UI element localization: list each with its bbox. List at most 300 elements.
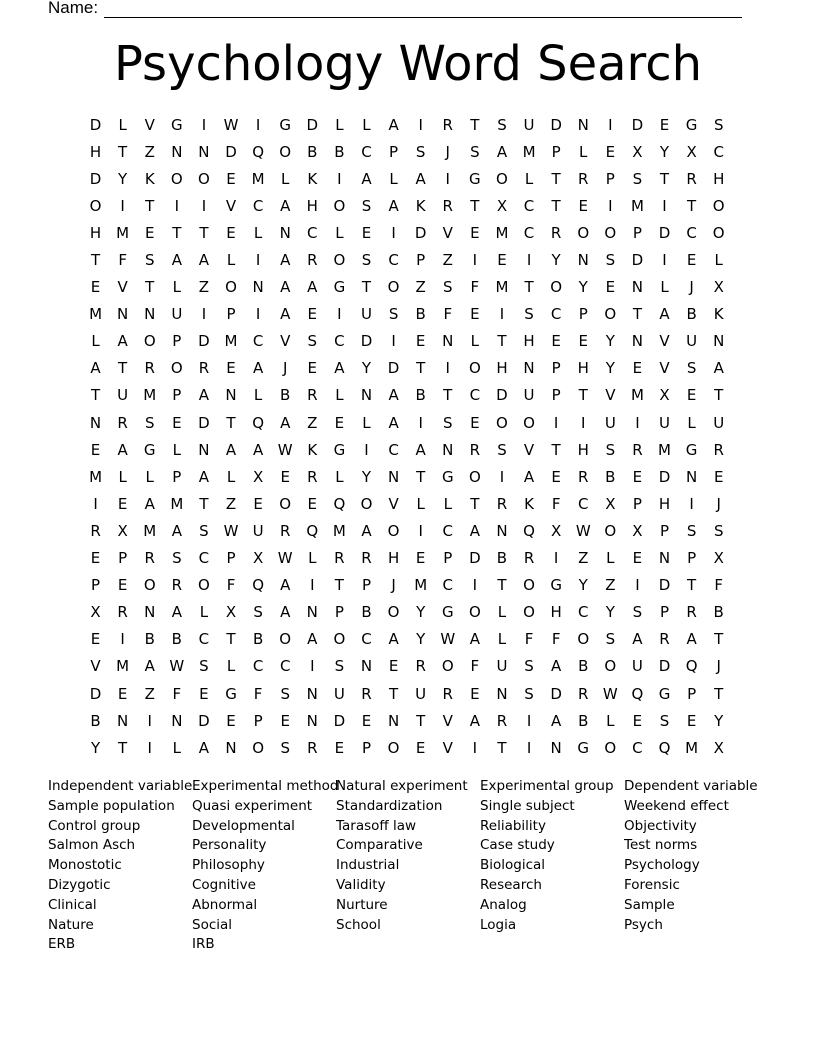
grid-letter[interactable]: G [171, 115, 183, 134]
grid-letter[interactable]: C [686, 223, 697, 242]
grid-letter[interactable]: E [253, 494, 263, 513]
grid-letter[interactable]: U [171, 305, 183, 324]
grid-letter[interactable]: D [658, 467, 671, 486]
grid-letter[interactable]: T [497, 738, 507, 757]
grid-letter[interactable]: Q [333, 494, 346, 513]
grid-letter[interactable]: I [147, 738, 152, 757]
grid-letter[interactable]: P [687, 549, 697, 568]
grid-letter[interactable]: R [523, 549, 535, 568]
grid-letter[interactable]: A [307, 278, 318, 297]
grid-letter[interactable]: R [144, 549, 155, 568]
grid-letter[interactable]: J [282, 359, 288, 378]
grid-letter[interactable]: H [658, 494, 671, 513]
grid-letter[interactable]: T [714, 630, 724, 649]
grid-letter[interactable]: T [714, 386, 724, 405]
grid-letter[interactable]: O [225, 278, 237, 297]
grid-letter[interactable]: C [442, 521, 453, 540]
grid-letter[interactable]: Q [658, 738, 671, 757]
grid-letter[interactable]: F [226, 576, 236, 595]
grid-letter[interactable]: N [198, 440, 210, 459]
grid-letter[interactable]: C [361, 630, 372, 649]
grid-letter[interactable]: K [524, 494, 534, 513]
grid-letter[interactable]: E [226, 711, 236, 730]
grid-letter[interactable]: V [90, 657, 101, 676]
grid-letter[interactable]: S [253, 603, 263, 622]
grid-letter[interactable]: I [418, 413, 423, 432]
grid-letter[interactable]: R [496, 494, 508, 513]
grid-letter[interactable]: E [551, 467, 561, 486]
grid-letter[interactable]: I [120, 630, 125, 649]
grid-letter[interactable]: I [364, 440, 369, 459]
grid-letter[interactable]: W [223, 115, 239, 134]
grid-letter[interactable]: E [90, 630, 101, 649]
grid-letter[interactable]: L [335, 386, 344, 405]
grid-letter[interactable]: R [198, 359, 210, 378]
grid-letter[interactable]: O [198, 576, 210, 595]
grid-letter[interactable]: S [524, 657, 534, 676]
grid-letter[interactable]: C [252, 657, 264, 676]
grid-letter[interactable]: G [658, 684, 671, 703]
grid-letter[interactable]: R [578, 467, 589, 486]
grid-letter[interactable]: E [90, 278, 101, 297]
grid-letter[interactable]: K [307, 440, 318, 459]
grid-letter[interactable]: P [659, 603, 670, 622]
grid-letter[interactable]: A [388, 630, 399, 649]
grid-letter[interactable]: S [524, 305, 534, 324]
grid-letter[interactable]: E [470, 223, 480, 242]
grid-letter[interactable]: I [93, 494, 98, 513]
grid-letter[interactable]: U [604, 413, 616, 432]
grid-letter[interactable]: B [361, 603, 372, 622]
grid-letter[interactable]: S [361, 196, 372, 215]
grid-letter[interactable]: M [685, 738, 699, 757]
grid-letter[interactable]: C [469, 386, 481, 405]
grid-letter[interactable]: P [578, 305, 588, 324]
grid-letter[interactable]: E [226, 359, 236, 378]
grid-letter[interactable]: I [255, 115, 261, 134]
grid-letter[interactable]: L [335, 115, 344, 134]
grid-letter[interactable]: E [307, 305, 318, 324]
grid-letter[interactable]: C [252, 196, 264, 215]
grid-letter[interactable]: Y [416, 630, 426, 649]
grid-letter[interactable]: S [280, 684, 290, 703]
grid-letter[interactable]: I [526, 738, 532, 757]
grid-letter[interactable]: T [470, 494, 480, 513]
grid-letter[interactable]: A [280, 576, 291, 595]
grid-letter[interactable]: N [713, 332, 725, 351]
grid-letter[interactable]: S [713, 521, 724, 540]
grid-letter[interactable]: B [415, 305, 426, 324]
grid-letter[interactable]: T [118, 359, 128, 378]
grid-letter[interactable]: R [632, 440, 643, 459]
grid-letter[interactable]: O [441, 657, 454, 676]
grid-letter[interactable]: L [226, 467, 236, 486]
grid-letter[interactable]: M [89, 467, 103, 486]
grid-letter[interactable]: S [361, 251, 372, 270]
grid-letter[interactable]: A [90, 359, 101, 378]
grid-letter[interactable]: R [442, 196, 453, 215]
grid-letter[interactable]: S [388, 305, 399, 324]
grid-letter[interactable]: A [307, 630, 318, 649]
grid-letter[interactable]: Y [90, 738, 101, 757]
grid-letter[interactable]: D [631, 251, 644, 270]
grid-letter[interactable]: G [279, 115, 292, 134]
grid-letter[interactable]: N [117, 711, 129, 730]
grid-letter[interactable]: R [659, 630, 670, 649]
grid-letter[interactable]: Q [523, 521, 535, 540]
grid-letter[interactable]: V [442, 738, 453, 757]
grid-letter[interactable]: N [225, 738, 237, 757]
grid-letter[interactable]: S [144, 251, 155, 270]
grid-letter[interactable]: E [470, 305, 480, 324]
grid-letter[interactable]: K [307, 169, 318, 188]
grid-letter[interactable]: N [306, 684, 318, 703]
grid-letter[interactable]: I [581, 413, 586, 432]
grid-letter[interactable]: B [415, 386, 426, 405]
grid-letter[interactable]: N [252, 278, 264, 297]
grid-letter[interactable]: O [604, 738, 617, 757]
grid-letter[interactable]: E [90, 440, 101, 459]
grid-letter[interactable]: D [658, 576, 671, 595]
grid-letter[interactable]: I [310, 576, 315, 595]
grid-letter[interactable]: L [443, 494, 452, 513]
grid-letter[interactable]: P [91, 576, 101, 595]
grid-letter[interactable]: I [526, 711, 532, 730]
grid-letter[interactable]: R [415, 657, 426, 676]
grid-letter[interactable]: Y [605, 332, 615, 351]
grid-letter[interactable]: N [387, 467, 400, 486]
grid-letter[interactable]: I [472, 251, 478, 270]
grid-letter[interactable]: L [660, 278, 669, 297]
grid-letter[interactable]: A [280, 196, 291, 215]
grid-letter[interactable]: L [91, 332, 100, 351]
grid-letter[interactable]: H [89, 223, 102, 242]
grid-letter[interactable]: N [442, 332, 454, 351]
grid-letter[interactable]: O [523, 603, 535, 622]
grid-letter[interactable]: A [280, 251, 291, 270]
grid-letter[interactable]: J [716, 657, 721, 676]
grid-letter[interactable]: G [143, 440, 156, 459]
grid-letter[interactable]: R [469, 440, 481, 459]
grid-letter[interactable]: U [686, 332, 698, 351]
grid-letter[interactable]: E [144, 223, 155, 242]
grid-letter[interactable]: Y [416, 603, 426, 622]
grid-letter[interactable]: S [632, 169, 643, 188]
grid-letter[interactable]: R [442, 684, 453, 703]
grid-letter[interactable]: L [281, 169, 290, 188]
grid-letter[interactable]: T [497, 332, 507, 351]
grid-letter[interactable]: V [605, 386, 616, 405]
grid-letter[interactable]: D [89, 115, 102, 134]
grid-letter[interactable]: O [387, 521, 400, 540]
grid-letter[interactable]: C [632, 738, 643, 757]
grid-letter[interactable]: C [713, 142, 724, 161]
grid-letter[interactable]: U [360, 305, 372, 324]
grid-letter[interactable]: N [442, 440, 454, 459]
grid-letter[interactable]: T [118, 142, 128, 161]
grid-letter[interactable]: G [577, 738, 590, 757]
grid-letter[interactable]: D [550, 684, 562, 703]
grid-letter[interactable]: O [143, 576, 156, 595]
grid-letter[interactable]: T [334, 576, 344, 595]
grid-letter[interactable]: S [605, 440, 616, 459]
grid-letter[interactable]: E [90, 549, 101, 568]
grid-letter[interactable]: X [90, 603, 101, 622]
grid-letter[interactable]: V [280, 332, 291, 351]
grid-letter[interactable]: S [199, 657, 209, 676]
grid-letter[interactable]: I [553, 549, 559, 568]
grid-letter[interactable]: P [632, 494, 642, 513]
grid-letter[interactable]: S [307, 332, 318, 351]
grid-letter[interactable]: I [201, 305, 207, 324]
grid-letter[interactable]: A [225, 440, 237, 459]
grid-letter[interactable]: O [198, 169, 210, 188]
grid-letter[interactable]: E [280, 711, 290, 730]
grid-letter[interactable]: D [387, 359, 400, 378]
grid-letter[interactable]: E [415, 332, 426, 351]
grid-letter[interactable]: S [470, 142, 480, 161]
grid-letter[interactable]: W [169, 657, 185, 676]
grid-letter[interactable]: C [307, 223, 318, 242]
grid-letter[interactable]: L [416, 494, 425, 513]
grid-letter[interactable]: A [388, 386, 399, 405]
grid-letter[interactable]: Y [578, 576, 588, 595]
grid-letter[interactable]: G [333, 440, 346, 459]
grid-letter[interactable]: R [442, 115, 453, 134]
grid-letter[interactable]: L [362, 115, 371, 134]
grid-letter[interactable]: T [714, 684, 724, 703]
grid-letter[interactable]: Z [225, 494, 237, 513]
grid-letter[interactable]: B [171, 630, 182, 649]
grid-letter[interactable]: X [632, 142, 643, 161]
grid-letter[interactable]: T [578, 386, 588, 405]
grid-letter[interactable]: T [388, 684, 399, 703]
grid-letter[interactable]: A [361, 169, 372, 188]
grid-letter[interactable]: A [632, 630, 643, 649]
grid-letter[interactable]: I [499, 305, 505, 324]
grid-letter[interactable]: L [389, 169, 398, 188]
grid-letter[interactable]: O [170, 359, 183, 378]
grid-letter[interactable]: P [443, 549, 453, 568]
grid-letter[interactable]: H [577, 440, 589, 459]
grid-letter[interactable]: Y [605, 359, 615, 378]
grid-letter[interactable]: E [415, 738, 426, 757]
grid-letter[interactable]: L [118, 467, 127, 486]
grid-letter[interactable]: B [686, 305, 697, 324]
grid-letter[interactable]: O [143, 332, 156, 351]
grid-letter[interactable]: D [658, 223, 671, 242]
grid-letter[interactable]: W [440, 630, 456, 649]
grid-letter[interactable]: L [226, 251, 236, 270]
grid-letter[interactable]: B [496, 549, 508, 568]
grid-letter[interactable]: R [117, 603, 128, 622]
grid-letter[interactable]: E [388, 657, 399, 676]
grid-letter[interactable]: H [550, 603, 562, 622]
grid-letter[interactable]: H [523, 332, 535, 351]
grid-letter[interactable]: W [223, 521, 239, 540]
grid-letter[interactable]: F [118, 251, 127, 270]
grid-letter[interactable]: P [551, 386, 561, 405]
grid-letter[interactable]: P [632, 223, 642, 242]
grid-letter[interactable]: L [497, 603, 507, 622]
grid-letter[interactable]: L [714, 251, 723, 270]
grid-letter[interactable]: C [334, 332, 345, 351]
grid-letter[interactable]: T [551, 440, 561, 459]
grid-letter[interactable]: N [496, 521, 508, 540]
grid-letter[interactable]: S [443, 278, 453, 297]
grid-letter[interactable]: X [496, 196, 508, 215]
grid-letter[interactable]: C [550, 305, 562, 324]
grid-letter[interactable]: T [416, 359, 426, 378]
grid-letter[interactable]: O [550, 278, 563, 297]
grid-letter[interactable]: T [90, 386, 101, 405]
grid-letter[interactable]: B [307, 142, 318, 161]
grid-letter[interactable]: O [468, 467, 481, 486]
grid-letter[interactable]: E [361, 223, 372, 242]
grid-letter[interactable]: Q [252, 576, 265, 595]
grid-letter[interactable]: X [632, 521, 643, 540]
grid-letter[interactable]: G [685, 115, 698, 134]
grid-letter[interactable]: A [659, 305, 670, 324]
grid-letter[interactable]: U [333, 684, 345, 703]
grid-letter[interactable]: V [144, 115, 155, 134]
grid-letter[interactable]: E [415, 549, 426, 568]
grid-letter[interactable]: M [332, 521, 346, 540]
grid-letter[interactable]: N [171, 711, 183, 730]
grid-letter[interactable]: V [659, 359, 670, 378]
grid-letter[interactable]: P [361, 576, 371, 595]
grid-letter[interactable]: R [361, 684, 372, 703]
grid-letter[interactable]: S [497, 115, 507, 134]
grid-letter[interactable]: A [496, 142, 508, 161]
grid-letter[interactable]: O [496, 169, 508, 188]
grid-letter[interactable]: B [605, 467, 616, 486]
grid-letter[interactable]: T [226, 630, 236, 649]
grid-letter[interactable]: V [225, 196, 237, 215]
grid-letter[interactable]: N [658, 549, 671, 568]
grid-letter[interactable]: O [387, 738, 400, 757]
grid-letter[interactable]: P [659, 521, 670, 540]
grid-letter[interactable]: X [117, 521, 128, 540]
grid-letter[interactable]: C [361, 142, 372, 161]
grid-letter[interactable]: F [470, 278, 480, 297]
grid-letter[interactable]: O [523, 413, 535, 432]
grid-letter[interactable]: O [712, 223, 725, 242]
grid-letter[interactable]: E [470, 684, 480, 703]
grid-letter[interactable]: R [117, 413, 128, 432]
grid-letter[interactable]: B [334, 142, 345, 161]
grid-letter[interactable]: I [635, 576, 640, 595]
grid-letter[interactable]: B [280, 386, 291, 405]
grid-letter[interactable]: A [280, 603, 291, 622]
grid-letter[interactable]: O [333, 196, 346, 215]
grid-letter[interactable]: T [524, 278, 534, 297]
grid-letter[interactable]: P [118, 549, 128, 568]
grid-letter[interactable]: O [252, 738, 265, 757]
grid-letter[interactable]: A [361, 521, 372, 540]
grid-letter[interactable]: L [172, 738, 181, 757]
grid-letter[interactable]: G [550, 576, 562, 595]
grid-letter[interactable]: C [388, 440, 399, 459]
grid-letter[interactable]: I [499, 467, 505, 486]
grid-letter[interactable]: Q [306, 521, 319, 540]
grid-letter[interactable]: A [198, 386, 210, 405]
grid-letter[interactable]: M [630, 386, 644, 405]
grid-letter[interactable]: Y [714, 711, 724, 730]
grid-letter[interactable]: Y [605, 603, 615, 622]
grid-letter[interactable]: N [685, 467, 698, 486]
grid-letter[interactable]: L [199, 603, 209, 622]
grid-letter[interactable]: R [578, 169, 589, 188]
grid-letter[interactable]: Y [118, 169, 128, 188]
grid-letter[interactable]: N [225, 386, 237, 405]
grid-letter[interactable]: S [280, 738, 290, 757]
grid-letter[interactable]: T [687, 196, 697, 215]
grid-letter[interactable]: E [307, 494, 318, 513]
grid-letter[interactable]: M [495, 223, 509, 242]
grid-letter[interactable]: L [579, 142, 588, 161]
grid-letter[interactable]: F [551, 494, 561, 513]
grid-letter[interactable]: Z [605, 576, 616, 595]
grid-letter[interactable]: N [550, 738, 562, 757]
grid-letter[interactable]: C [523, 223, 535, 242]
grid-letter[interactable]: N [144, 603, 156, 622]
grid-letter[interactable]: A [713, 359, 724, 378]
grid-letter[interactable]: P [172, 332, 182, 351]
grid-letter[interactable]: G [441, 603, 454, 622]
grid-letter[interactable]: R [496, 711, 508, 730]
grid-letter[interactable]: I [418, 521, 423, 540]
grid-letter[interactable]: A [388, 413, 399, 432]
grid-letter[interactable]: S [443, 413, 453, 432]
grid-letter[interactable]: X [551, 521, 562, 540]
grid-letter[interactable]: T [659, 169, 670, 188]
grid-letter[interactable]: T [416, 711, 426, 730]
grid-letter[interactable]: B [713, 603, 724, 622]
grid-letter[interactable]: L [606, 711, 615, 730]
grid-letter[interactable]: Y [361, 467, 372, 486]
grid-letter[interactable]: Y [659, 142, 670, 161]
grid-letter[interactable]: E [578, 196, 588, 215]
grid-letter[interactable]: A [252, 440, 264, 459]
grid-letter[interactable]: T [199, 494, 209, 513]
grid-letter[interactable]: Z [198, 278, 210, 297]
grid-letter[interactable]: T [90, 251, 101, 270]
grid-letter[interactable]: W [277, 549, 293, 568]
grid-letter[interactable]: D [414, 223, 427, 242]
grid-letter[interactable]: O [279, 494, 292, 513]
grid-letter[interactable]: Z [144, 684, 155, 703]
grid-letter[interactable]: R [307, 251, 318, 270]
grid-letter[interactable]: R [90, 521, 101, 540]
grid-letter[interactable]: L [687, 413, 696, 432]
grid-letter[interactable]: S [605, 630, 616, 649]
grid-letter[interactable]: L [118, 115, 127, 134]
grid-letter[interactable]: T [632, 305, 642, 324]
grid-letter[interactable]: N [198, 142, 210, 161]
grid-letter[interactable]: N [577, 115, 589, 134]
grid-letter[interactable]: A [198, 251, 210, 270]
grid-letter[interactable]: I [526, 251, 532, 270]
grid-letter[interactable]: E [307, 359, 318, 378]
grid-letter[interactable]: I [310, 657, 315, 676]
grid-letter[interactable]: O [170, 169, 183, 188]
grid-letter[interactable]: W [575, 521, 591, 540]
grid-letter[interactable]: M [495, 278, 509, 297]
grid-letter[interactable]: A [469, 521, 480, 540]
grid-letter[interactable]: Z [307, 413, 318, 432]
grid-letter[interactable]: E [199, 684, 209, 703]
